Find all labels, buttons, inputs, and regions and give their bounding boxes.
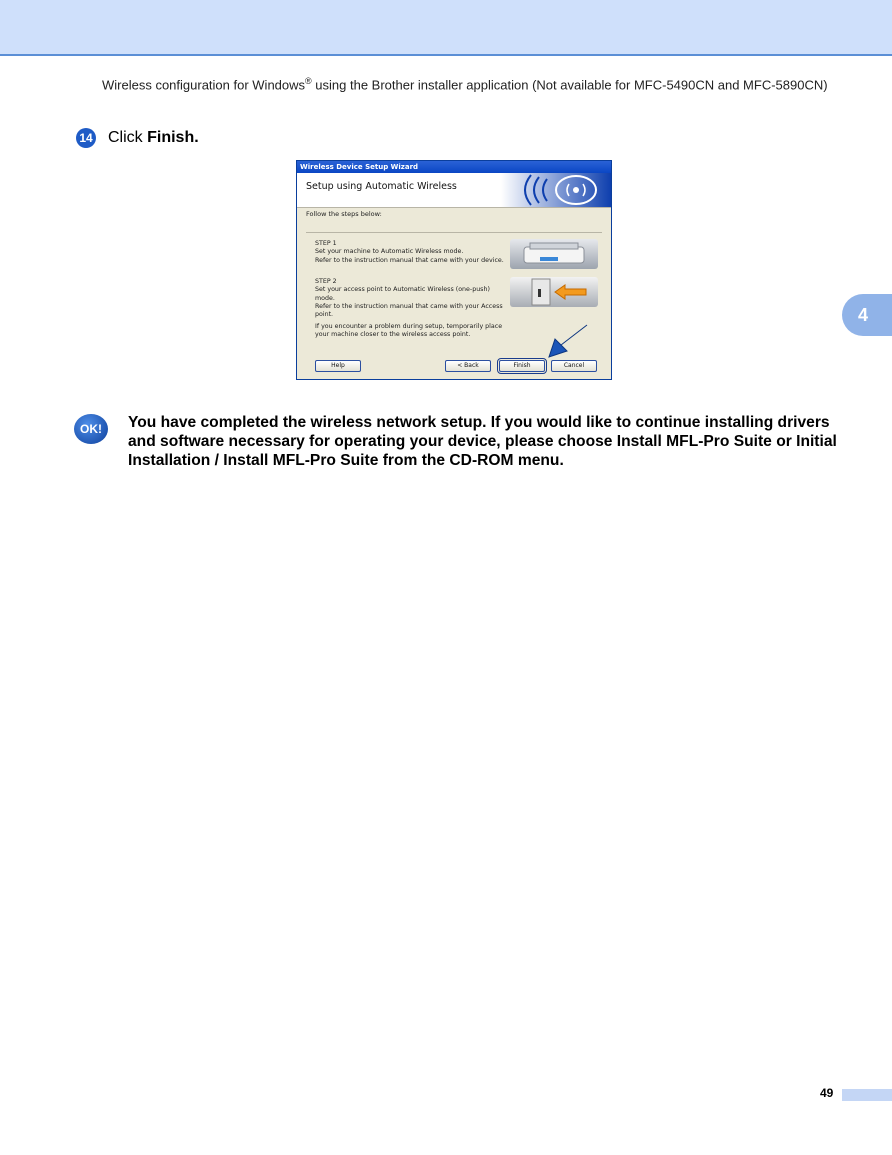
dialog-title-bar: Wireless Device Setup Wizard <box>297 161 611 173</box>
wizard-dialog-screenshot <box>296 160 612 380</box>
step-number-badge: 14 <box>76 128 96 148</box>
step2-line1: Set your access point to Automatic Wireless (one-push) mode. <box>315 286 490 302</box>
dialog-separator <box>306 232 602 233</box>
step2-line2: Refer to the instruction manual that came with your Access <box>315 302 503 310</box>
completion-message: You have completed the wireless network setup. If you would like to continue installing drivers and software necessary for operating your device, please choose Install MFL-Pro Suite or Initial Installation / Install MFL-Pro Suite from the CD-ROM menu. <box>128 414 837 469</box>
step-instruction <box>76 128 199 148</box>
dialog-heading: Setup using Automatic Wireless <box>306 181 457 192</box>
step2-block <box>315 278 511 319</box>
header-text: Wireless configuration for Windows <box>102 77 306 93</box>
step1-block <box>315 240 511 265</box>
pointer-arrow-icon <box>547 323 589 359</box>
access-point-image <box>510 277 598 307</box>
step2-title: STEP 2 <box>315 278 337 285</box>
step-prefix: Click <box>108 129 148 146</box>
step-action: Finish. <box>147 129 199 146</box>
dialog-follow-label: Follow the steps below: <box>306 210 382 218</box>
page-number: 49 <box>820 1086 834 1100</box>
running-header <box>102 76 828 92</box>
step2-line3: point. <box>315 311 334 319</box>
back-button[interactable]: < Back <box>445 360 491 372</box>
note-line1: If you encounter a problem during setup, temporarily place <box>315 323 503 330</box>
finish-button[interactable]: Finish <box>499 360 545 372</box>
step-text <box>108 129 199 147</box>
step1-line2: Refer to the instruction manual that came with your device. <box>315 256 504 264</box>
registered-mark: ® <box>305 76 312 86</box>
note-block <box>315 323 511 340</box>
help-button[interactable]: Help <box>315 360 361 372</box>
wireless-banner-icon <box>501 173 611 207</box>
note-line2: your machine closer to the wireless access point. <box>315 331 471 339</box>
chapter-tab: 4 <box>842 294 892 336</box>
step1-line1: Set your machine to Automatic Wireless mode. <box>315 248 464 256</box>
header-text-rest: using the Brother installer application (Not available for MFC-5490CN and MFC-5890CN) <box>311 77 828 93</box>
cancel-button[interactable]: Cancel <box>551 360 597 372</box>
footer-band <box>842 1089 892 1101</box>
step1-title: STEP 1 <box>315 240 337 247</box>
ok-icon: OK! <box>74 414 108 444</box>
top-header-band <box>0 0 892 56</box>
machine-image <box>510 239 598 269</box>
dialog-banner <box>297 173 611 208</box>
